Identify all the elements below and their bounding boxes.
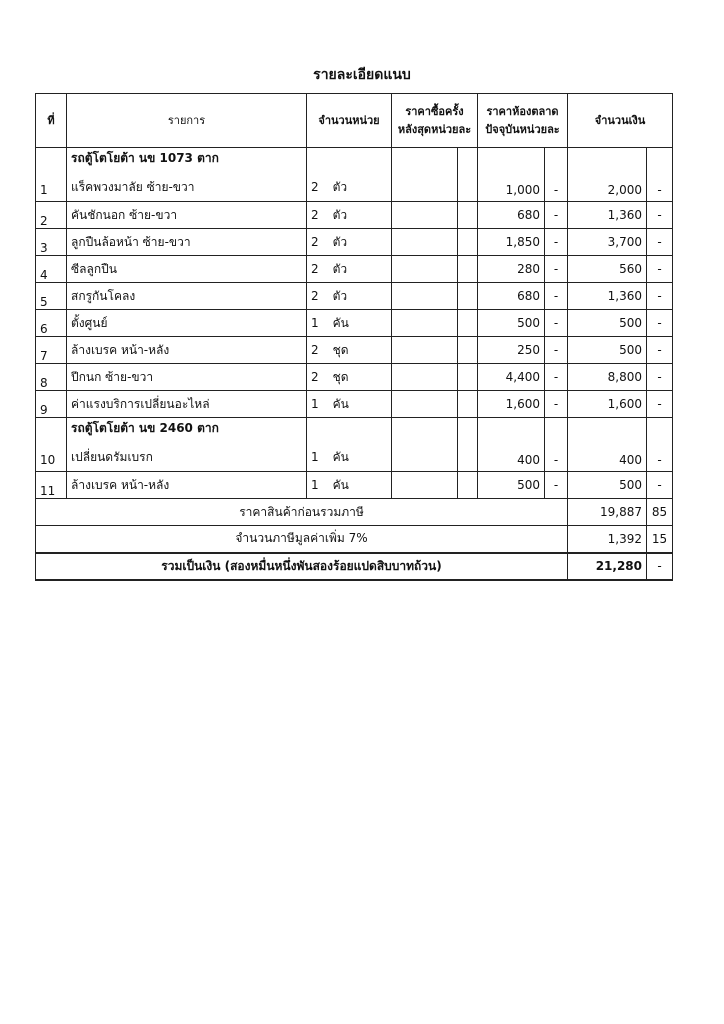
last-price-baht <box>392 256 458 283</box>
row-qty <box>307 229 392 256</box>
market-price-baht: 500 <box>478 310 545 337</box>
qty-unit: คัน <box>332 396 349 411</box>
amount-baht: 3,700 <box>568 229 647 256</box>
item-name: ล้างเบรค หน้า-หลัง <box>71 477 170 492</box>
row-number: 5 <box>36 283 67 310</box>
amount-satang: - <box>647 229 673 256</box>
qty-unit: ตัว <box>332 261 348 276</box>
table-row <box>36 418 673 472</box>
row-item <box>67 310 307 337</box>
amount-baht: 500 <box>568 472 647 499</box>
table-row <box>36 364 673 391</box>
header-item: รายการ <box>67 94 307 148</box>
qty-value: 2 <box>311 234 319 249</box>
header-last-price: ราคาซื้อครั้งหลังสุดหน่วยละ <box>392 94 478 148</box>
table-row <box>36 229 673 256</box>
summary-row <box>36 526 673 553</box>
last-price-satang <box>458 418 478 472</box>
summary-label: จำนวนภาษีมูลค่าเพิ่ม 7% <box>36 526 568 553</box>
market-price-baht: 400 <box>478 418 545 472</box>
summary-satang: - <box>647 553 673 580</box>
qty-value: 1 <box>311 477 319 492</box>
market-price-baht: 680 <box>478 283 545 310</box>
row-item <box>67 337 307 364</box>
row-number: 9 <box>36 391 67 418</box>
row-qty <box>307 472 392 499</box>
qty-value: 1 <box>311 396 319 411</box>
item-name: ล้างเบรค หน้า-หลัง <box>71 342 170 357</box>
amount-satang: - <box>647 418 673 472</box>
last-price-baht <box>392 337 458 364</box>
row-item <box>67 202 307 229</box>
market-price-satang: - <box>545 364 568 391</box>
market-price-satang: - <box>545 310 568 337</box>
qty-unit: คัน <box>332 315 349 330</box>
amount-baht: 2,000 <box>568 148 647 202</box>
summary-value: 21,280 <box>568 553 647 580</box>
summary-value: 19,887 <box>568 499 647 526</box>
market-price-satang: - <box>545 256 568 283</box>
row-qty <box>307 337 392 364</box>
row-qty <box>307 364 392 391</box>
amount-satang: - <box>647 256 673 283</box>
market-price-satang: - <box>545 337 568 364</box>
amount-satang: - <box>647 202 673 229</box>
row-item <box>67 418 307 472</box>
last-price-satang <box>458 148 478 202</box>
market-price-baht: 1,600 <box>478 391 545 418</box>
market-price-satang: - <box>545 472 568 499</box>
row-qty <box>307 391 392 418</box>
qty-value: 2 <box>311 342 319 357</box>
amount-satang: - <box>647 472 673 499</box>
qty-value: 1 <box>311 315 319 330</box>
table-row <box>36 310 673 337</box>
summary-label: ราคาสินค้าก่อนรวมภาษี <box>36 499 568 526</box>
row-item <box>67 229 307 256</box>
amount-satang: - <box>647 283 673 310</box>
row-qty <box>307 283 392 310</box>
row-item <box>67 472 307 499</box>
item-name: ปีกนก ซ้าย-ขวา <box>71 369 154 384</box>
last-price-baht <box>392 391 458 418</box>
qty-value: 2 <box>311 369 319 384</box>
last-price-satang <box>458 283 478 310</box>
summary-satang: 85 <box>647 499 673 526</box>
row-qty <box>307 310 392 337</box>
qty-unit: ชุด <box>332 369 349 384</box>
qty-value: 2 <box>311 180 319 194</box>
market-price-satang: - <box>545 418 568 472</box>
market-price-baht: 250 <box>478 337 545 364</box>
table-row <box>36 337 673 364</box>
market-price-satang: - <box>545 229 568 256</box>
summary-row <box>36 499 673 526</box>
total-row <box>36 553 673 580</box>
table-row <box>36 256 673 283</box>
market-price-baht: 1,850 <box>478 229 545 256</box>
amount-baht: 400 <box>568 418 647 472</box>
qty-unit: ตัว <box>332 207 348 222</box>
amount-baht: 1,360 <box>568 202 647 229</box>
last-price-satang <box>458 391 478 418</box>
header-market-price: ราคาห้องตลาดปัจจุบันหน่วยละ <box>478 94 568 148</box>
row-item <box>67 256 307 283</box>
row-item <box>67 283 307 310</box>
amount-baht: 1,360 <box>568 283 647 310</box>
market-price-baht: 280 <box>478 256 545 283</box>
row-number: 7 <box>36 337 67 364</box>
market-price-baht: 500 <box>478 472 545 499</box>
last-price-satang <box>458 364 478 391</box>
row-number: 1 <box>36 148 67 202</box>
last-price-satang <box>458 202 478 229</box>
summary-satang: 15 <box>647 526 673 553</box>
header-qty: จำนวนหน่วย <box>307 94 392 148</box>
last-price-baht <box>392 472 458 499</box>
header-no: ที่ <box>36 94 67 148</box>
summary-value: 1,392 <box>568 526 647 553</box>
row-item <box>67 148 307 202</box>
market-price-satang: - <box>545 283 568 310</box>
last-price-baht <box>392 310 458 337</box>
market-price-satang: - <box>545 148 568 202</box>
qty-value: 2 <box>311 288 319 303</box>
group-title: รถตู้โตโยต้า นข 1073 ตาก <box>71 151 219 165</box>
row-qty <box>307 256 392 283</box>
last-price-satang <box>458 472 478 499</box>
summary-label: รวมเป็นเงิน (สองหมื่นหนึ่งพันสองร้อยแปดสิบบาทถ้วน) <box>36 553 568 580</box>
row-number: 11 <box>36 472 67 499</box>
row-number: 8 <box>36 364 67 391</box>
market-price-baht: 680 <box>478 202 545 229</box>
row-item <box>67 364 307 391</box>
last-price-baht <box>392 202 458 229</box>
last-price-satang <box>458 256 478 283</box>
amount-baht: 500 <box>568 310 647 337</box>
qty-unit: ตัว <box>332 288 348 303</box>
row-number: 6 <box>36 310 67 337</box>
amount-satang: - <box>647 364 673 391</box>
header-row <box>36 94 673 148</box>
last-price-satang <box>458 337 478 364</box>
detail-table <box>35 93 673 581</box>
amount-satang: - <box>647 337 673 364</box>
item-name: ลูกปืนล้อหน้า ซ้าย-ขวา <box>71 234 191 249</box>
group-title: รถตู้โตโยต้า นข 2460 ตาก <box>71 421 219 435</box>
qty-unit: คัน <box>332 477 349 492</box>
item-name: ตั้งศูนย์ <box>71 315 108 330</box>
amount-baht: 500 <box>568 337 647 364</box>
row-qty <box>307 202 392 229</box>
last-price-satang <box>458 229 478 256</box>
table-row <box>36 391 673 418</box>
market-price-satang: - <box>545 391 568 418</box>
amount-satang: - <box>647 310 673 337</box>
qty-unit: ตัว <box>332 234 348 249</box>
item-name: ซีลลูกปืน <box>71 261 117 276</box>
amount-baht: 8,800 <box>568 364 647 391</box>
last-price-satang <box>458 310 478 337</box>
table-row <box>36 283 673 310</box>
page-title: รายละเอียดแนบ <box>313 67 411 83</box>
last-price-baht <box>392 148 458 202</box>
item-name: เปลี่ยนดรัมเบรก <box>71 450 153 464</box>
amount-satang: - <box>647 148 673 202</box>
market-price-baht: 1,000 <box>478 148 545 202</box>
item-name: คันชักนอก ซ้าย-ขวา <box>71 207 178 222</box>
header-amount: จำนวนเงิน <box>568 94 673 148</box>
amount-satang: - <box>647 391 673 418</box>
row-number: 3 <box>36 229 67 256</box>
last-price-baht <box>392 418 458 472</box>
table-row <box>36 202 673 229</box>
row-item <box>67 391 307 418</box>
row-qty <box>307 418 392 472</box>
last-price-baht <box>392 283 458 310</box>
qty-value: 2 <box>311 261 319 276</box>
qty-unit: ตัว <box>332 180 348 194</box>
item-name: ค่าแรงบริการเปลี่ยนอะไหล่ <box>71 396 210 411</box>
row-number: 10 <box>36 418 67 472</box>
last-price-baht <box>392 229 458 256</box>
row-number: 2 <box>36 202 67 229</box>
item-name: แร็คพวงมาลัย ซ้าย-ขวา <box>71 180 195 194</box>
table-row <box>36 472 673 499</box>
qty-value: 1 <box>311 450 319 464</box>
qty-value: 2 <box>311 207 319 222</box>
qty-unit: ชุด <box>332 342 349 357</box>
row-number: 4 <box>36 256 67 283</box>
market-price-baht: 4,400 <box>478 364 545 391</box>
last-price-baht <box>392 364 458 391</box>
row-qty <box>307 148 392 202</box>
table-row <box>36 148 673 202</box>
qty-unit: คัน <box>332 450 349 464</box>
market-price-satang: - <box>545 202 568 229</box>
amount-baht: 1,600 <box>568 391 647 418</box>
item-name: สกรูกันโคลง <box>71 288 136 303</box>
amount-baht: 560 <box>568 256 647 283</box>
